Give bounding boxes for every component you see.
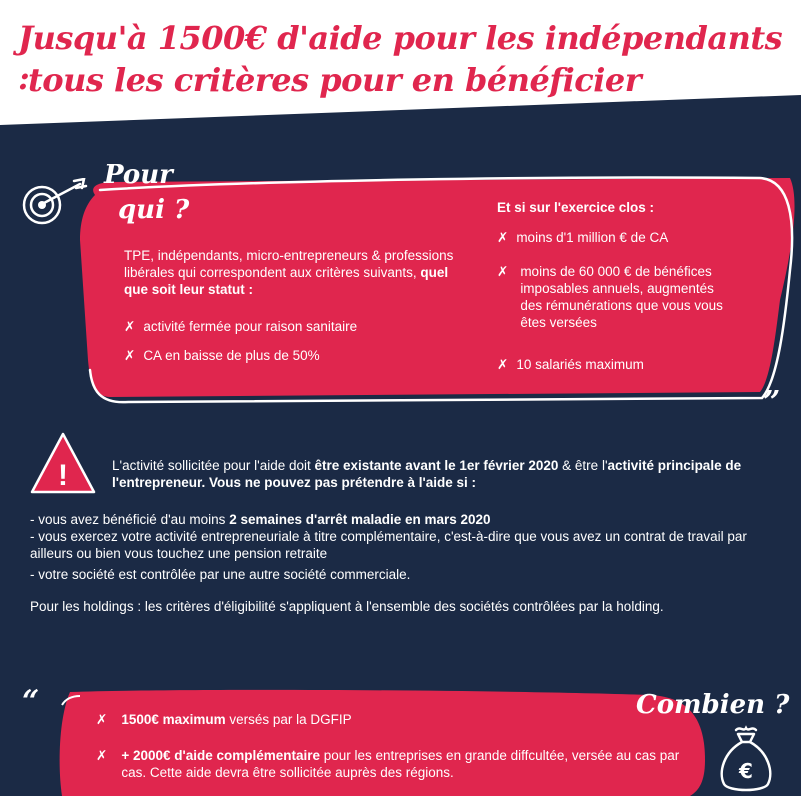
target-icon (16, 178, 96, 228)
exercice-bullet-2: ✗ moins de 60 000 € de bénéfices imposables annuels, augmentés des rémunérations que vous vous êtes versées (497, 264, 723, 330)
quote-mark-close: ” (763, 385, 781, 420)
svg-text:!: ! (58, 459, 68, 492)
warning-icon (28, 430, 98, 496)
warning-paragraph: L'activité sollicitée pour l'aide doit être existante avant le 1er février 2020 & être l'activité principale de l'entrepreneur. Vous ne pouvez pas prétendre à l'aide si : (112, 458, 742, 490)
cross-icon: ✗ (96, 712, 108, 727)
exercice-title: Et si sur l'exercice clos : (497, 200, 655, 215)
cross-icon: ✗ (124, 348, 136, 363)
combien-bullet-1: ✗ 1500€ maximum versés par la DGFIP (96, 712, 352, 727)
pour-qui-intro: TPE, indépendants, micro-entrepreneurs & professions libérales qui correspondent aux critères suivants, quel que soit leur statut : (124, 248, 454, 297)
cross-icon: ✗ (497, 230, 509, 245)
cross-icon: ✗ (497, 357, 509, 372)
combien-bullet-2: ✗ + 2000€ d'aide complémentaire pour les entreprises en grande diffcultée, versée au cas par cas. Cette aide devra être sollicitée auprès des régions. (96, 748, 680, 780)
cross-icon: ✗ (497, 264, 509, 279)
pour-qui-heading-line2: qui ? (118, 195, 190, 225)
exercice-bullet-3: ✗ 10 salariés maximum (497, 357, 644, 372)
warning-line-2: - vous exercez votre activité entrepreneuriale à titre complémentaire, c'est-à-dire que vous avez un contrat de travail par ailleurs ou bien vous touchez une pension retraite (30, 529, 747, 561)
pour-qui-heading-line1: Pour (104, 160, 173, 190)
exercice-bullet-1: ✗ moins d'1 million € de CA (497, 230, 669, 245)
combien-heading: Combien ? (636, 690, 790, 720)
cross-icon: ✗ (96, 748, 108, 763)
pour-qui-bullet-2: ✗ CA en baisse de plus de 50% (124, 348, 320, 363)
quote-mark-open: “ (22, 684, 40, 719)
money-bag-icon (714, 722, 778, 794)
page-subtitle: tous les critères pour en bénéficier (28, 61, 642, 99)
warning-line-3: - votre société est contrôlée par une autre société commerciale. (30, 567, 411, 582)
cross-icon: ✗ (124, 319, 136, 334)
pour-qui-bullet-1: ✗ activité fermée pour raison sanitaire (124, 319, 358, 334)
holdings-note: Pour les holdings : les critères d'éligibilité s'appliquent à l'ensemble des sociétés contrôlées par la holding. (30, 599, 664, 614)
page-title: Jusqu'à 1500€ d'aide pour les indépendants : (18, 19, 783, 97)
svg-text:€: € (739, 759, 753, 783)
warning-line-1: - vous avez bénéficié d'au moins 2 semaines d'arrêt maladie en mars 2020 (30, 512, 491, 527)
